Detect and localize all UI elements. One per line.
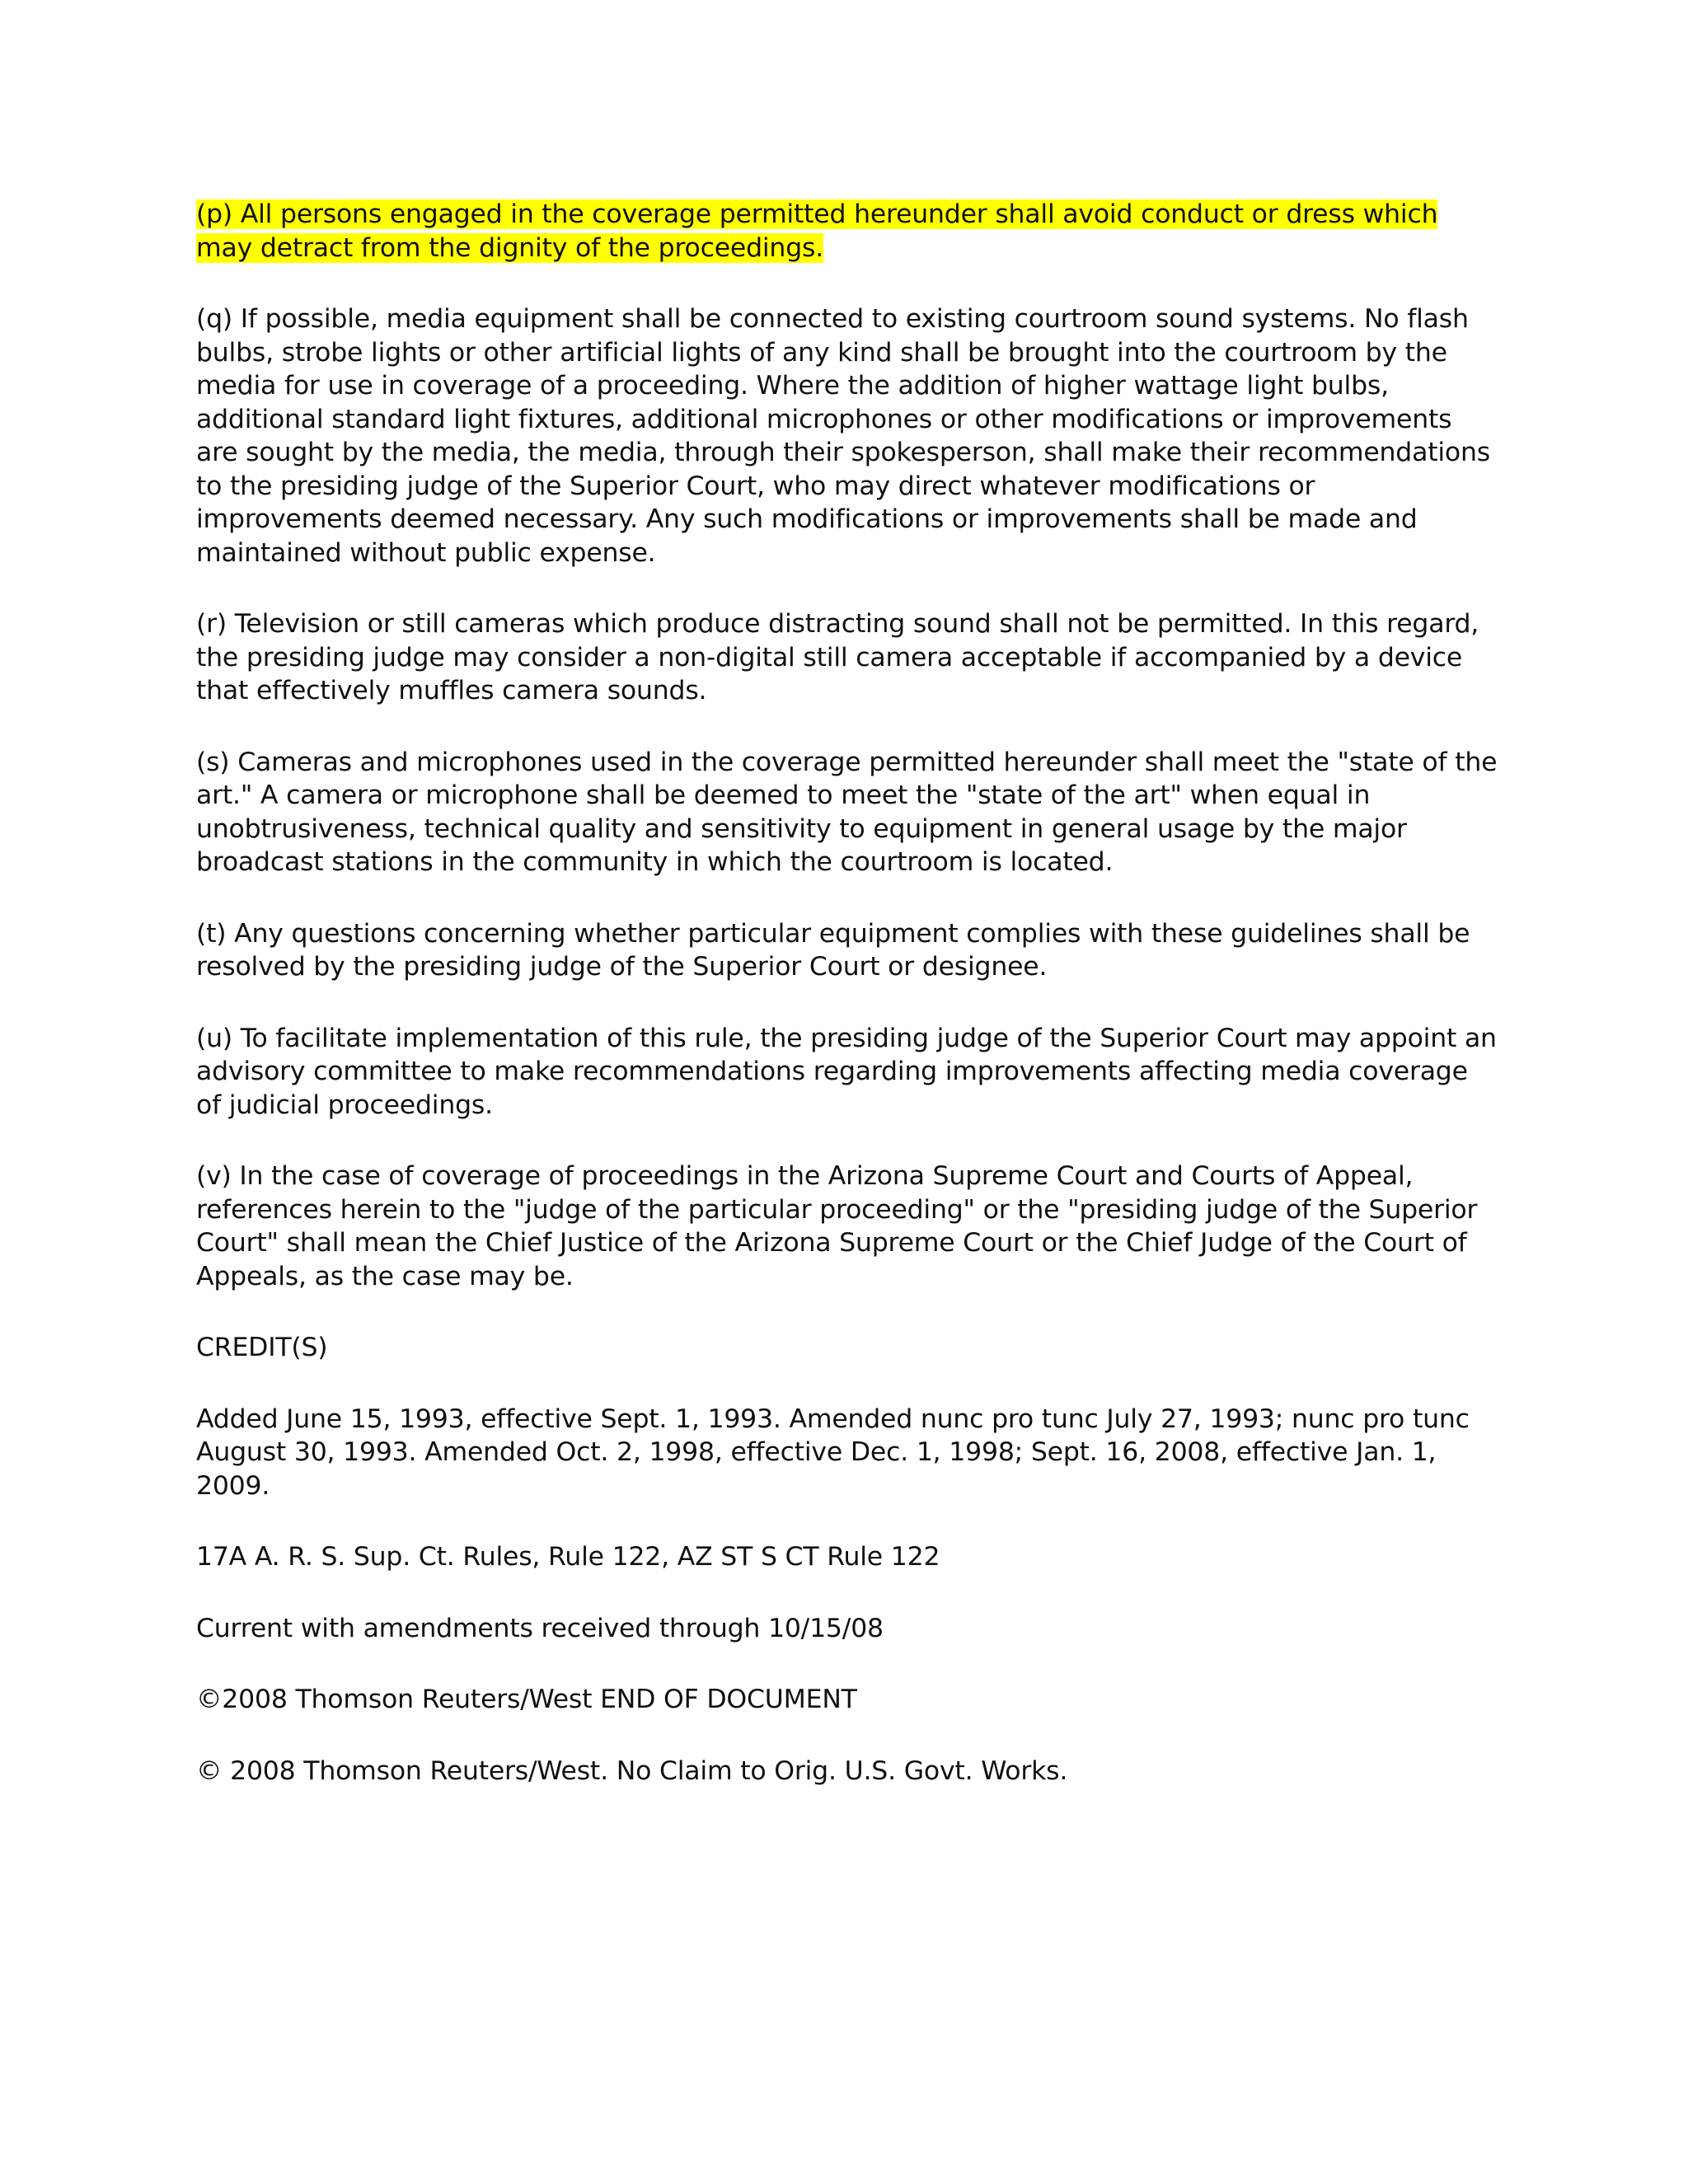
paragraph-t: (t) Any questions concerning whether particular equipment complies with these guidelines shall be resolved by the presiding judge of the Superior Court or designee.	[196, 918, 1470, 982]
paragraph-s: (s) Cameras and microphones used in the coverage permitted hereunder shall meet the "state of the art." A camera or microphone shall be deemed to meet the "state of the art" when equal in unobtrusiveness, technical quality and sensitivity to equipment in general usage by the major broadcast stations in the community in which the courtroom is located.	[196, 747, 1498, 877]
document-page	[196, 198, 1498, 1825]
credits-text: Added June 15, 1993, effective Sept. 1, 1993. Amended nunc pro tunc July 27, 1993; nunc pro tunc August 30, 1993. Amended Oct. 2, 1998, effective Dec. 1, 1998; Sept. 16, 2008, effective Jan. 1, 2009.	[196, 1404, 1470, 1501]
currency-note: Current with amendments received through 10/15/08	[196, 1613, 884, 1643]
paragraph-q: (q) If possible, media equipment shall be connected to existing courtroom sound systems. No flash bulbs, strobe lights or other artificial lights of any kind shall be brought into the courtroom by the media for use in coverage of a proceeding. Where the addition of higher wattage light bulbs, additional standard light fixtures, additional microphones or other modifications or improvements are sought by the media, the media, through their spokesperson, shall make their recommendations to the presiding judge of the Superior Court, who may direct whatever modifications or improvements deemed necessary. Any such modifications or improvements shall be made and maintained without public expense.	[196, 304, 1490, 568]
paragraph-p	[196, 198, 1498, 265]
citation: 17A A. R. S. Sup. Ct. Rules, Rule 122, AZ ST S CT Rule 122	[196, 1542, 940, 1572]
paragraph-r: (r) Television or still cameras which produce distracting sound shall not be permitted. In this regard, the presiding judge may consider a non-digital still camera acceptable if accompanied by a device that effectively muffles camera sounds.	[196, 609, 1479, 705]
paragraph-v: (v) In the case of coverage of proceedings in the Arizona Supreme Court and Courts of Appeal, references herein to the "judge of the particular proceeding" or the "presiding judge of the Superior Court" shall mean the Chief Justice of the Arizona Supreme Court or the Chief Judge of the Court of Appeals, as the case may be.	[196, 1161, 1478, 1291]
copyright-notice: © 2008 Thomson Reuters/West. No Claim to Orig. U.S. Govt. Works.	[196, 1755, 1068, 1786]
credits-heading: CREDIT(S)	[196, 1333, 328, 1362]
end-notice: ©2008 Thomson Reuters/West END OF DOCUMENT	[196, 1685, 857, 1714]
highlighted-text: (p) All persons engaged in the coverage permitted hereunder shall avoid conduct or dress which may detract from the dignity of the proceedings.	[196, 199, 1438, 263]
paragraph-u: (u) To facilitate implementation of this rule, the presiding judge of the Superior Court may appoint an advisory committee to make recommendations regarding improvements affecting media coverage of judicial proceedings.	[196, 1023, 1497, 1120]
